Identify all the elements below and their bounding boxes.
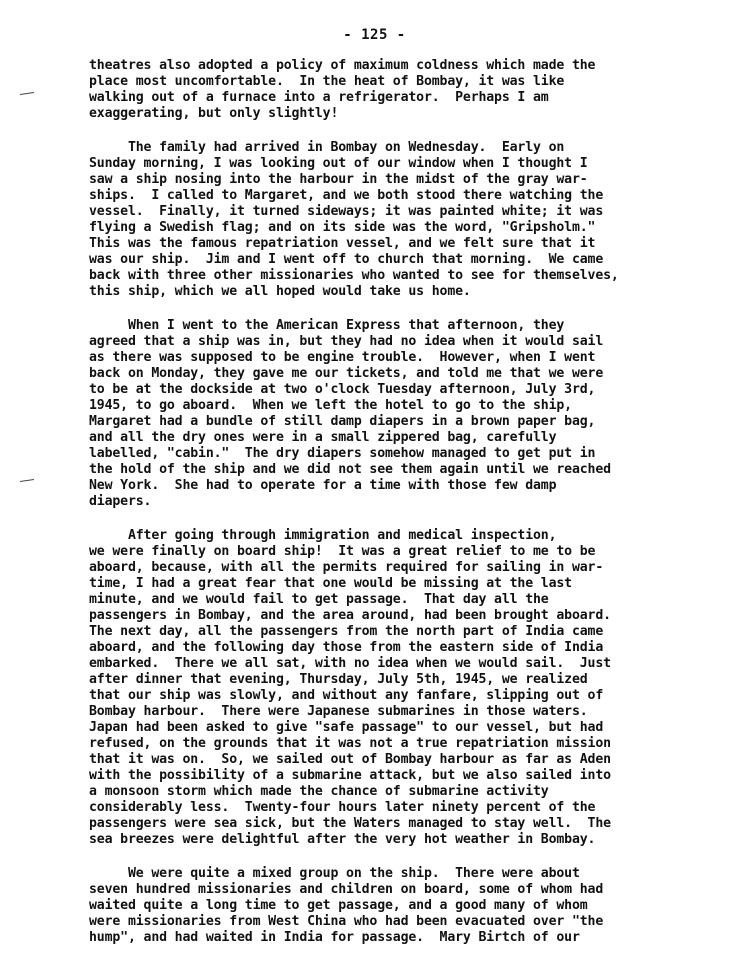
text-line: We were quite a mixed group on the ship. There were about xyxy=(89,866,580,881)
text-line: The family had arrived in Bombay on Wednesday. Early on xyxy=(89,140,565,155)
text-line: labelled, "cabin." The dry diapers somehow managed to get put in xyxy=(89,446,596,461)
text-line: refused, on the grounds that it was not a true repatriation mission xyxy=(89,736,611,751)
text-line: This was the famous repatriation vessel, and we felt sure that it xyxy=(89,236,596,251)
text-line: theatres also adopted a policy of maximum coldness which made the xyxy=(89,58,596,73)
text-line: vessel. Finally, it turned sideways; it was painted white; it was xyxy=(89,204,604,219)
text-line: aboard, and the following day those from the eastern side of India xyxy=(89,640,604,655)
text-line: with the possibility of a submarine attack, but we also sailed into xyxy=(89,768,611,783)
paragraph xyxy=(89,866,709,946)
text-line: When I went to the American Express that afternoon, they xyxy=(89,318,565,333)
text-line: and all the dry ones were in a small zippered bag, carefully xyxy=(89,430,557,445)
text-line: saw a ship nosing into the harbour in the midst of the gray war- xyxy=(89,172,588,187)
text-line: was our ship. Jim and I went off to church that morning. We came xyxy=(89,252,604,267)
text-line: a monsoon storm which made the chance of submarine activity xyxy=(89,784,549,799)
text-line: back with three other missionaries who wanted to see for themselves, xyxy=(89,268,619,283)
text-line: exaggerating, but only slightly! xyxy=(89,106,339,121)
text-line: we were finally on board ship! It was a great relief to me to be xyxy=(89,544,596,559)
text-line: time, I had a great fear that one would be missing at the last xyxy=(89,576,572,591)
paragraph xyxy=(89,528,709,848)
text-line: diapers. xyxy=(89,494,152,509)
paragraph xyxy=(89,58,709,122)
text-line: Japan had been asked to give "safe passage" to our vessel, but had xyxy=(89,720,604,735)
text-line: waited quite a long time to get passage, and a good many of whom xyxy=(89,898,588,913)
paragraph xyxy=(89,318,709,510)
text-line: back on Monday, they gave me our tickets, and told me that we were xyxy=(89,366,604,381)
text-line: embarked. There we all sat, with no idea when we would sail. Just xyxy=(89,656,611,671)
text-line: considerably less. Twenty-four hours later ninety percent of the xyxy=(89,800,596,815)
text-line: seven hundred missionaries and children on board, some of whom had xyxy=(89,882,604,897)
text-line: passengers were sea sick, but the Waters managed to stay well. The xyxy=(89,816,611,831)
text-line: agreed that a ship was in, but they had no idea when it would sail xyxy=(89,334,604,349)
text-line: that our ship was slowly, and without any fanfare, slipping out of xyxy=(89,688,604,703)
text-line: as there was supposed to be engine trouble. However, when I went xyxy=(89,350,596,365)
text-line: passengers in Bombay, and the area around, had been brought aboard. xyxy=(89,608,611,623)
text-line: sea breezes were delightful after the very hot weather in Bombay. xyxy=(89,832,596,847)
text-line: flying a Swedish flag; and on its side was the word, "Gripsholm." xyxy=(89,220,596,235)
margin-mark xyxy=(20,92,34,95)
text-line: aboard, because, with all the permits required for sailing in war- xyxy=(89,560,604,575)
margin-mark xyxy=(20,479,34,482)
text-line: after dinner that evening, Thursday, July 5th, 1945, we realized xyxy=(89,672,588,687)
text-line: New York. She had to operate for a time with those few damp xyxy=(89,478,557,493)
text-line: After going through immigration and medical inspection, xyxy=(89,528,557,543)
text-line: minute, and we would fail to get passage. That day all the xyxy=(89,592,549,607)
text-line: Sunday morning, I was looking out of our window when I thought I xyxy=(89,156,588,171)
text-line: Bombay harbour. There were Japanese submarines in those waters. xyxy=(89,704,588,719)
text-line: hump", and had waited in India for passage. Mary Birtch of our xyxy=(89,930,580,945)
text-line: place most uncomfortable. In the heat of Bombay, it was like xyxy=(89,74,565,89)
text-line: the hold of the ship and we did not see them again until we reached xyxy=(89,462,611,477)
text-line: this ship, which we all hoped would take us home. xyxy=(89,284,471,299)
text-line: ships. I called to Margaret, and we both stood there watching the xyxy=(89,188,604,203)
text-line: were missionaries from West China who had been evacuated over "the xyxy=(89,914,604,929)
text-line: Margaret had a bundle of still damp diapers in a brown paper bag, xyxy=(89,414,596,429)
body-text xyxy=(89,58,709,964)
text-line: 1945, to go aboard. When we left the hotel to go to the ship, xyxy=(89,398,572,413)
text-line: The next day, all the passengers from the north part of India came xyxy=(89,624,604,639)
paragraph xyxy=(89,140,709,300)
text-line: to be at the dockside at two o'clock Tuesday afternoon, July 3rd, xyxy=(89,382,596,397)
text-line: that it was on. So, we sailed out of Bombay harbour as far as Aden xyxy=(89,752,611,767)
text-line: walking out of a furnace into a refrigerator. Perhaps I am xyxy=(89,90,549,105)
page-number: - 125 - xyxy=(343,27,406,43)
